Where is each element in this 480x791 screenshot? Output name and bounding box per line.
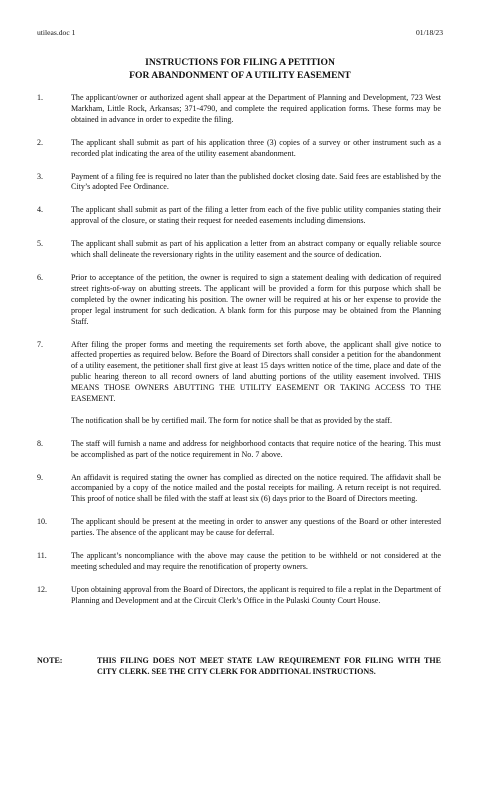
item-number: 3. xyxy=(37,171,44,181)
note-block xyxy=(37,656,441,678)
item-number: 12. xyxy=(37,584,48,594)
header-date: 01/18/23 xyxy=(415,28,443,37)
item-text: The applicant shall submit as part of his application three (3) copies of a survey or other instrument such as a recorded plat indicating the area of the utility easement abandonment. xyxy=(71,137,441,158)
instruction-item-10 xyxy=(37,517,441,539)
instruction-list xyxy=(37,93,441,607)
item-text: Payment of a filing fee is required no later than the published docket closing date. Said fees are established by the City’s adopted Fee Ordinance. xyxy=(71,171,441,192)
item-number: 5. xyxy=(37,239,44,249)
item-text: Upon obtaining approval from the Board of Directors, the applicant is required to file a replat in the Department of Planning and Development and at the Circuit Clerk’s Office in the Pulaski County Court House. xyxy=(71,584,441,605)
instruction-item-8 xyxy=(37,439,441,461)
instruction-item-9 xyxy=(37,473,441,506)
item-number: 6. xyxy=(37,272,44,282)
item-text: The staff will furnish a name and address for neighborhood contacts that require notice of the hearing. This must be accomplished as part of the notice requirement in No. 7 above. xyxy=(71,438,441,459)
instruction-item-1 xyxy=(37,93,441,126)
instruction-item-11 xyxy=(37,551,441,573)
item-number: 10. xyxy=(37,517,48,527)
item-text: After filing the proper forms and meeting the requirements set forth above, the applicant shall give notice to affected properties as required below. Before the Board of Directors shall consider a petition for the abandonment of a utility easement, the petitioner shall first give at least 15 days written notice of the time, place and date of the public hearing thereon to all record owners of land abutting portions of the utility easement involved. THIS MEANS THOSE OWNERS ABUTTING THE UTILITY EASEMENT OR TAKING ACCESS TO THE EASEMENT. xyxy=(71,339,441,404)
item-text: The applicant shall submit as part of his application a letter from an abstract company or equally reliable source which shall delineate the reversionary rights in the utility easement and the source of dedication. xyxy=(71,239,441,260)
note-label: NOTE: xyxy=(37,656,63,665)
item-text: The applicant should be present at the meeting in order to answer any questions of the Board or other interested parties. The absence of the applicant may be cause for deferral. xyxy=(71,517,441,538)
instruction-item-6 xyxy=(37,273,441,328)
item-number: 1. xyxy=(37,93,44,102)
item-number: 8. xyxy=(37,438,44,448)
item-text-continued: The notification shall be by certified mail. The form for notice shall be that as provided by the staff. xyxy=(71,415,393,425)
document-title xyxy=(0,57,480,82)
item-number: 7. xyxy=(37,339,44,349)
instruction-item-3 xyxy=(37,172,441,194)
item-text: Prior to acceptance of the petition, the owner is required to sign a statement dealing with dedication of required street rights-of-way on abutting streets. The applicant will be provided a form for this purpose which shall be completed by the owner indicating his position. The owner will be required at his or her expense to provide the proper legal instrument for such dedication. A blank form for this purpose may be obtained from the Planning Staff. xyxy=(71,272,441,326)
instruction-item-7 xyxy=(37,340,441,427)
header-filename: utileas.doc 1 xyxy=(37,28,76,37)
title-line-2: FOR ABANDONMENT OF A UTILITY EASEMENT xyxy=(129,69,351,81)
title-line-1: INSTRUCTIONS FOR FILING A PETITION xyxy=(145,57,335,68)
item-text: The applicant shall submit as part of the filing a letter from each of the five public utility companies stating their approval of the closure, or stating their request for needed easements including dimensions. xyxy=(71,205,441,226)
item-number: 11. xyxy=(37,551,47,561)
instruction-item-12 xyxy=(37,585,441,607)
item-number: 4. xyxy=(37,205,44,215)
instruction-item-4 xyxy=(37,205,441,227)
note-text: THIS FILING DOES NOT MEET STATE LAW REQUIREMENT FOR FILING WITH THE CITY CLERK. SEE THE CITY CLERK FOR ADDITIONAL INSTRUCTIONS. xyxy=(97,656,441,676)
instruction-item-2 xyxy=(37,138,441,160)
instruction-item-5 xyxy=(37,239,441,261)
item-number: 9. xyxy=(37,472,44,482)
item-text: The applicant/owner or authorized agent shall appear at the Department of Planning and Development, 723 West Markham, Little Rock, Arkansas; 371-4790, and complete the required application forms. These forms may be obtained in advance in order to expedite the filing. xyxy=(71,93,441,124)
item-number: 2. xyxy=(37,137,44,147)
item-text: The applicant’s noncompliance with the above may cause the petition to be withheld or not considered at the meeting scheduled and may require the renotification of property owners. xyxy=(71,551,441,571)
item-text: An affidavit is required stating the owner has complied as directed on the notice required. The affidavit shall be accompanied by a copy of the notice mailed and the postal receipts for mailing. A return receipt is not required. This proof of notice shall be filed with the staff at least six (6) days prior to the Board of Directors meeting. xyxy=(71,472,441,504)
